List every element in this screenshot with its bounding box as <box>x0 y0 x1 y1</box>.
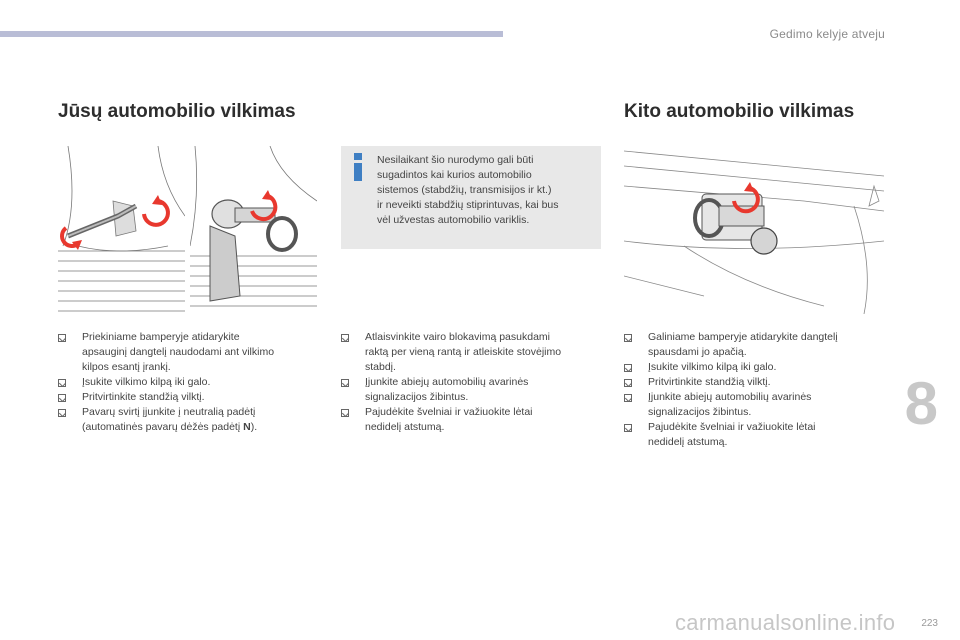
checkbox-bullet-icon <box>624 424 632 432</box>
instructions-general-list <box>341 330 603 435</box>
checkbox-bullet-icon <box>624 334 632 342</box>
illustration-rear-tow-hook <box>624 146 884 314</box>
chapter-title: Gedimo kelyje atveju <box>769 27 885 41</box>
chapter-number: 8 <box>904 370 938 437</box>
watermark: carmanualsonline.info <box>675 610 896 635</box>
checkbox-bullet-icon <box>341 409 349 417</box>
section-heading-other-vehicle: Kito automobilio vilkimas <box>624 101 855 122</box>
checkbox-bullet-icon <box>341 379 349 387</box>
info-icon <box>351 153 365 181</box>
info-notice-text: Nesilaikant šio nurodymo gali būti sugadintos kai kurios automobilio sistemos (stabdžių, transmisijos ir kt.) ir neveikti stabdžių stiprintuvas, kai bus vėl užvestas automobilio variklis. <box>377 154 559 226</box>
section-heading-own-vehicle: Jūsų automobilio vilkimas <box>58 101 296 122</box>
checkbox-bullet-icon <box>624 364 632 372</box>
list-item: Atlaisvinkite vairo blokavimą pasukdami raktą per vieną rantą ir atleiskite stovėjimo stabdį. <box>341 330 603 375</box>
list-item: Įjunkite abiejų automobilių avarinės signalizacijos žibintus. <box>624 390 884 420</box>
list-item: Pritvirtinkite standžią vilktį. <box>624 375 884 390</box>
checkbox-bullet-icon <box>58 394 66 402</box>
instructions-other-vehicle-list <box>624 330 884 450</box>
checkbox-bullet-icon <box>58 334 66 342</box>
list-item: Pavarų svirtį įjunkite į neutralią padėtį (automatinės pavarų dėžės padėtį N). <box>58 405 318 435</box>
list-item: Įsukite vilkimo kilpą iki galo. <box>58 375 318 390</box>
illustration-front-cover-removal <box>58 146 185 314</box>
info-notice-box <box>341 146 601 249</box>
instructions-own-vehicle-list <box>58 330 318 435</box>
checkbox-bullet-icon <box>58 379 66 387</box>
illustration-tow-hook-install <box>190 146 317 314</box>
checkbox-bullet-icon <box>624 394 632 402</box>
list-item: Priekiniame bamperyje atidarykite apsauginį dangtelį naudodami ant vilkimo kilpos esantį įrankį. <box>58 330 318 375</box>
header-accent-bar <box>0 31 503 37</box>
list-item: Pajudėkite švelniai ir važiuokite lėtai nedidelį atstumą. <box>341 405 603 435</box>
list-item: Galiniame bamperyje atidarykite dangtelį spausdami jo apačią. <box>624 330 884 360</box>
page-number: 223 <box>921 618 938 629</box>
list-item: Pajudėkite švelniai ir važiuokite lėtai nedidelį atstumą. <box>624 420 884 450</box>
list-item: Pritvirtinkite standžią vilktį. <box>58 390 318 405</box>
list-item: Įsukite vilkimo kilpą iki galo. <box>624 360 884 375</box>
checkbox-bullet-icon <box>58 409 66 417</box>
checkbox-bullet-icon <box>624 379 632 387</box>
list-item: Įjunkite abiejų automobilių avarinės signalizacijos žibintus. <box>341 375 603 405</box>
checkbox-bullet-icon <box>341 334 349 342</box>
